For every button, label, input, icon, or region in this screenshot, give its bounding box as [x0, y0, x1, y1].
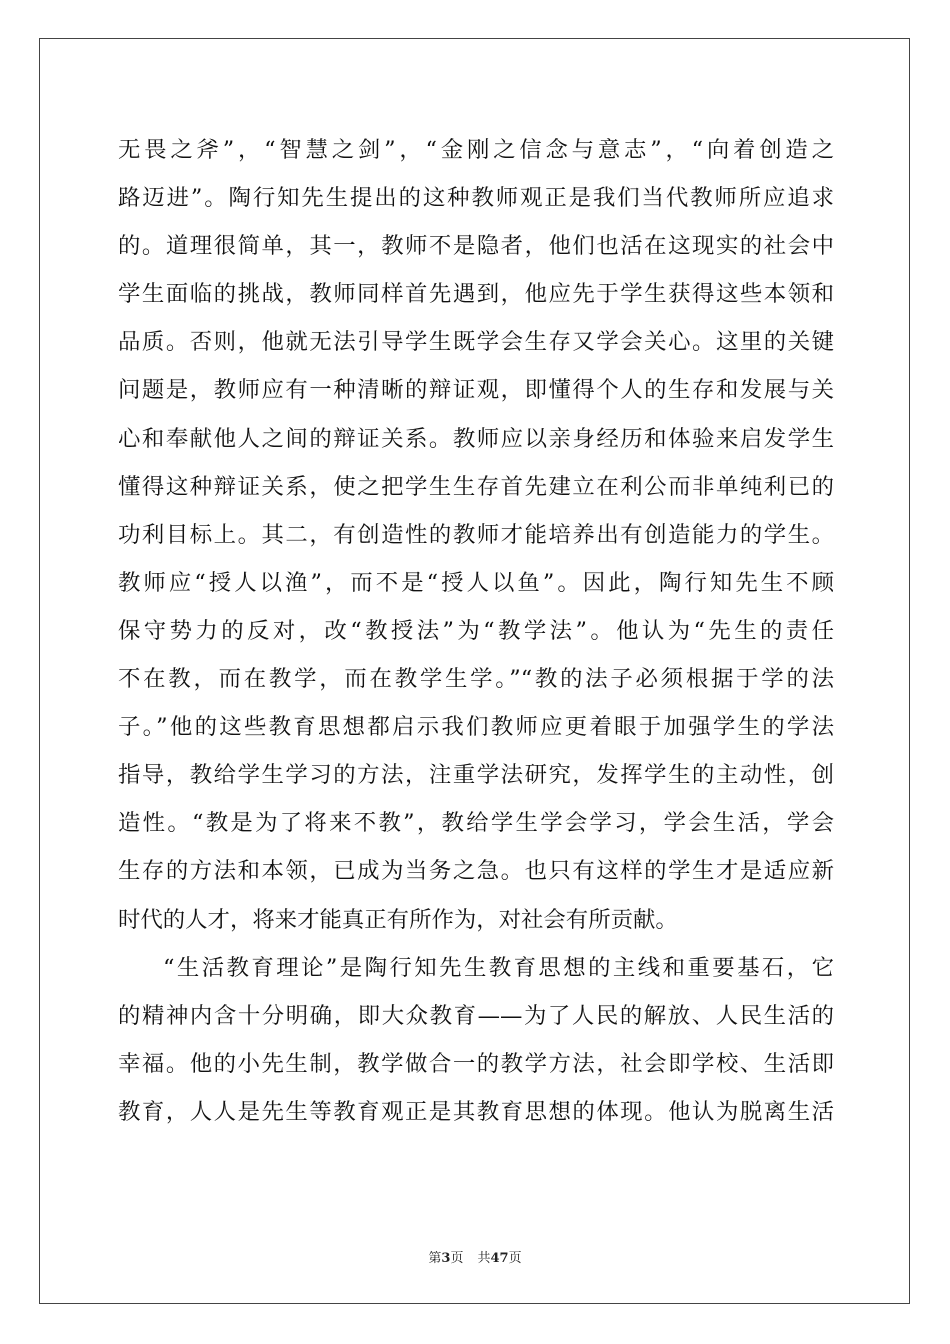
text-line: 学生面临的挑战，教师同样首先遇到，他应先于学生获得这些本领和: [118, 281, 834, 308]
text-line: 的。道理很简单，其一，教师不是隐者，他们也活在这现实的社会中: [118, 233, 834, 260]
text-line: “生活教育理论”是陶行知先生教育思想的主线和重要基石，它: [163, 954, 834, 981]
page-footer: [0, 1247, 950, 1266]
text-line: 造性。“教是为了将来不教”，教给学生学会学习，学会生活，学会: [118, 810, 834, 837]
text-line: 懂得这种辩证关系，使之把学生生存首先建立在利公而非单纯利已的: [118, 473, 834, 500]
text-line: 子。”他的这些教育思想都启示我们教师应更着眼于加强学生的学法: [118, 714, 834, 741]
text-line: 保守势力的反对，改“教授法”为“教学法”。他认为“先生的责任: [118, 617, 834, 644]
text-line: 问题是，教师应有一种清晰的辩证观，即懂得个人的生存和发展与关: [118, 377, 834, 404]
total-suffix: 页: [508, 1251, 522, 1266]
text-line: 心和奉献他人之间的辩证关系。教师应以亲身经历和体验来启发学生: [118, 425, 834, 452]
text-line: 不在教，而在教学，而在教学生学。”“教的法子必须根据于学的法: [118, 666, 834, 693]
page-number: 3: [441, 1251, 451, 1266]
text-line: 教师应“授人以渔”，而不是“授人以鱼”。因此，陶行知先生不顾: [118, 569, 834, 596]
page-prefix: 第: [428, 1251, 442, 1266]
document-body: [118, 126, 834, 1136]
text-line: 的精神内含十分明确，即大众教育——为了人民的解放、人民生活的: [118, 1002, 834, 1029]
text-line: 生存的方法和本领，已成为当务之急。也只有这样的学生才是适应新: [118, 858, 834, 885]
total-pages: 47: [490, 1251, 509, 1266]
text-line: 指导，教给学生学习的方法，注重学法研究，发挥学生的主动性，创: [118, 762, 834, 789]
text-line: 品质。否则，他就无法引导学生既学会生存又学会关心。这里的关键: [118, 329, 834, 356]
page-suffix: 页: [450, 1251, 464, 1266]
text-line: 时代的人才，将来才能真正有所作为，对社会有所贡献。: [118, 906, 678, 933]
total-prefix: 共: [477, 1251, 491, 1266]
text-line: 功利目标上。其二，有创造性的教师才能培养出有创造能力的学生。: [118, 521, 834, 548]
text-line: 无畏之斧”，“智慧之剑”，“金刚之信念与意志”，“向着创造之: [118, 137, 834, 163]
paragraph-1: [118, 126, 834, 944]
paragraph-2: [118, 944, 834, 1136]
text-line: 教育，人人是先生等教育观正是其教育思想的体现。他认为脱离生活: [118, 1098, 834, 1125]
text-line: 幸福。他的小先生制，教学做合一的教学方法，社会即学校、生活即: [118, 1050, 834, 1077]
text-line: 路迈进”。陶行知先生提出的这种教师观正是我们当代教师所应追求: [118, 185, 834, 212]
